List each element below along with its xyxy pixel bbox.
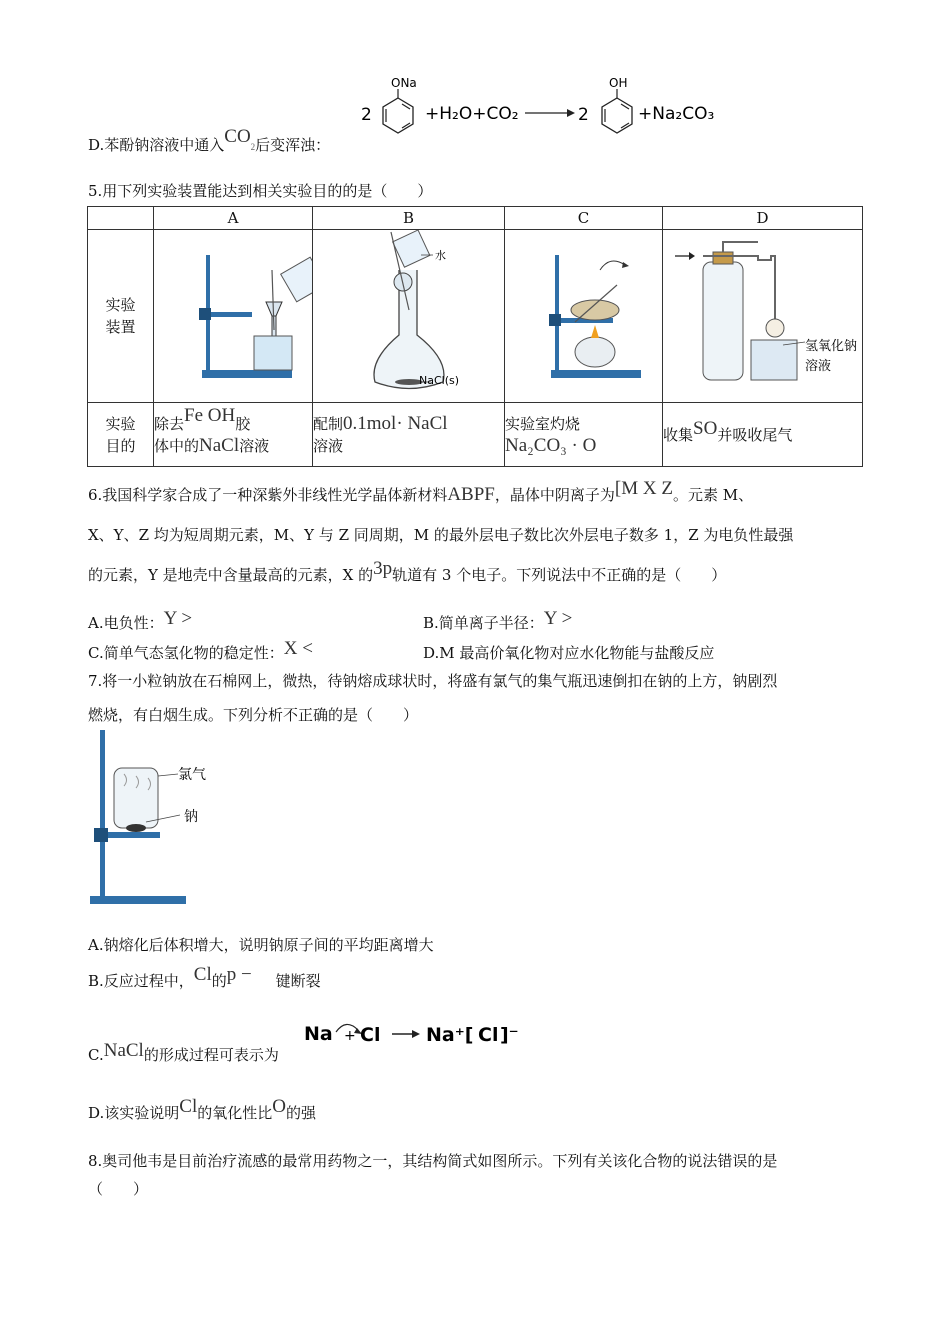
q4d-suffix: 后变浑浊：: [255, 136, 331, 154]
svg-text:+: +: [344, 1028, 356, 1044]
q5-table: [87, 206, 863, 467]
fig-sodium-label: 钠: [184, 809, 198, 825]
evaporating-apparatus-icon: [505, 230, 662, 398]
nacl-formation-equation: [302, 1014, 532, 1054]
q7-option-d: D.该实验说明Cl的氧化性比O的强: [88, 1096, 316, 1122]
purpose-d: 收集SO并吸收尾气: [663, 403, 863, 467]
svg-text:]⁻: ]⁻: [500, 1024, 519, 1046]
q7-option-a: A.钠熔化后体积增大，说明钠原子间的平均距离增大: [88, 936, 434, 954]
label-nacl-solid: NaCl(s): [419, 374, 460, 387]
benzene-ring-icon: [383, 98, 413, 133]
apparatus-c: [505, 230, 663, 403]
q7-line2: 燃烧，有白烟生成。下列分析不正确的是（ ）: [88, 706, 419, 724]
fig-chlorine-label: 氯气: [178, 767, 206, 783]
label-naoh-1: 氢氧化钠: [805, 339, 858, 354]
apparatus-a: [154, 230, 313, 403]
q7-line1: 7.将一小粒钠放在石棉网上，微热，待钠熔成球状时，将盛有氯气的集气瓶迅速倒扣在钠的上方，钠剧烈: [88, 672, 778, 690]
svg-text:Na: Na: [304, 1023, 333, 1045]
q6-line2: X、Y、Z 均为短周期元素，M、Y 与 Z 同周期，M 的最外层电子数比次外层电子数多 1，Z 为电负性最强: [88, 526, 794, 544]
eq-coef-right: 2: [578, 105, 589, 125]
q5-header-c: C: [505, 207, 663, 230]
sodium-chlorine-figure: [88, 728, 228, 908]
q7-option-c: C.NaCl的形成过程可表示为: [88, 1040, 279, 1064]
apparatus-d: [663, 230, 863, 403]
co-subscript: 2: [250, 142, 256, 152]
svg-text:Na⁺[: Na⁺[: [426, 1024, 474, 1046]
purpose-c: 实验室灼烧 Na₂CO₃ · O: [505, 403, 663, 467]
q6-option-a: A.电负性：Y >: [88, 608, 193, 632]
q6-option-b: B.简单离子半径：Y >: [423, 608, 573, 632]
q5-header-a: A: [154, 207, 313, 230]
apparatus-b: [313, 230, 505, 403]
q5-row-apparatus-label: 实验 装置: [88, 230, 154, 403]
q5-header-d: D: [663, 207, 863, 230]
q6-line1: 6.我国科学家合成了一种深紫外非线性光学晶体新材料ABPF，晶体中阴离子为[M X Z。元素 M、: [88, 478, 754, 505]
q8-line2: （ ）: [88, 1180, 149, 1198]
eq-cl-left: Cl: [360, 1024, 381, 1046]
q6-option-d: D.M 最高价氧化物对应水化物能与盐酸反应: [423, 644, 715, 662]
purpose-a: 除去Fe OH胶 体中的NaCl溶液: [154, 403, 313, 467]
co-formula: CO: [224, 126, 251, 147]
benzene-ring-icon: [602, 98, 632, 133]
eq-cl-right: Cl: [478, 1024, 499, 1046]
volumetric-flask-icon: [313, 230, 504, 398]
q4-option-d: [88, 126, 331, 156]
q5-header-b: B: [313, 207, 505, 230]
eq-product: +Na₂CO₃: [638, 104, 715, 124]
q8-line1: 8.奥司他韦是目前治疗流感的最常用药物之一，其结构简式如图所示。下列有关该化合物的说法错误的是: [88, 1152, 778, 1170]
eq-ona-label: ONa: [391, 76, 417, 90]
q5-stem: 5.用下列实验装置能达到相关实验目的的是（ ）: [88, 182, 433, 200]
eq-oh-label: OH: [609, 76, 628, 90]
q4d-label: D.苯酚钠溶液中通入: [88, 136, 225, 154]
q5-header-blank: [88, 207, 154, 230]
q7-option-b: B.反应过程中，Cl的p − 键断裂: [88, 964, 321, 990]
label-naoh-2: 溶液: [805, 359, 832, 374]
q5-row-purpose-label: 实验 目的: [88, 403, 154, 467]
purpose-b: 配制0.1mol· NaCl 溶液: [313, 403, 505, 467]
q6-line3: 的元素，Y 是地壳中含量最高的元素，X 的3p轨道有 3 个电子。下列说法中不正确的是（ ）: [88, 558, 727, 584]
eq-coef-left: 2: [361, 105, 372, 125]
label-water: 水: [435, 249, 446, 262]
gas-collection-icon: [663, 230, 862, 398]
filtration-apparatus-icon: [154, 230, 312, 398]
phenolate-equation: [355, 72, 735, 142]
q6-option-c: C.简单气态氢化物的稳定性：X <: [88, 638, 313, 662]
eq-middle: +H₂O+CO₂: [425, 104, 519, 124]
